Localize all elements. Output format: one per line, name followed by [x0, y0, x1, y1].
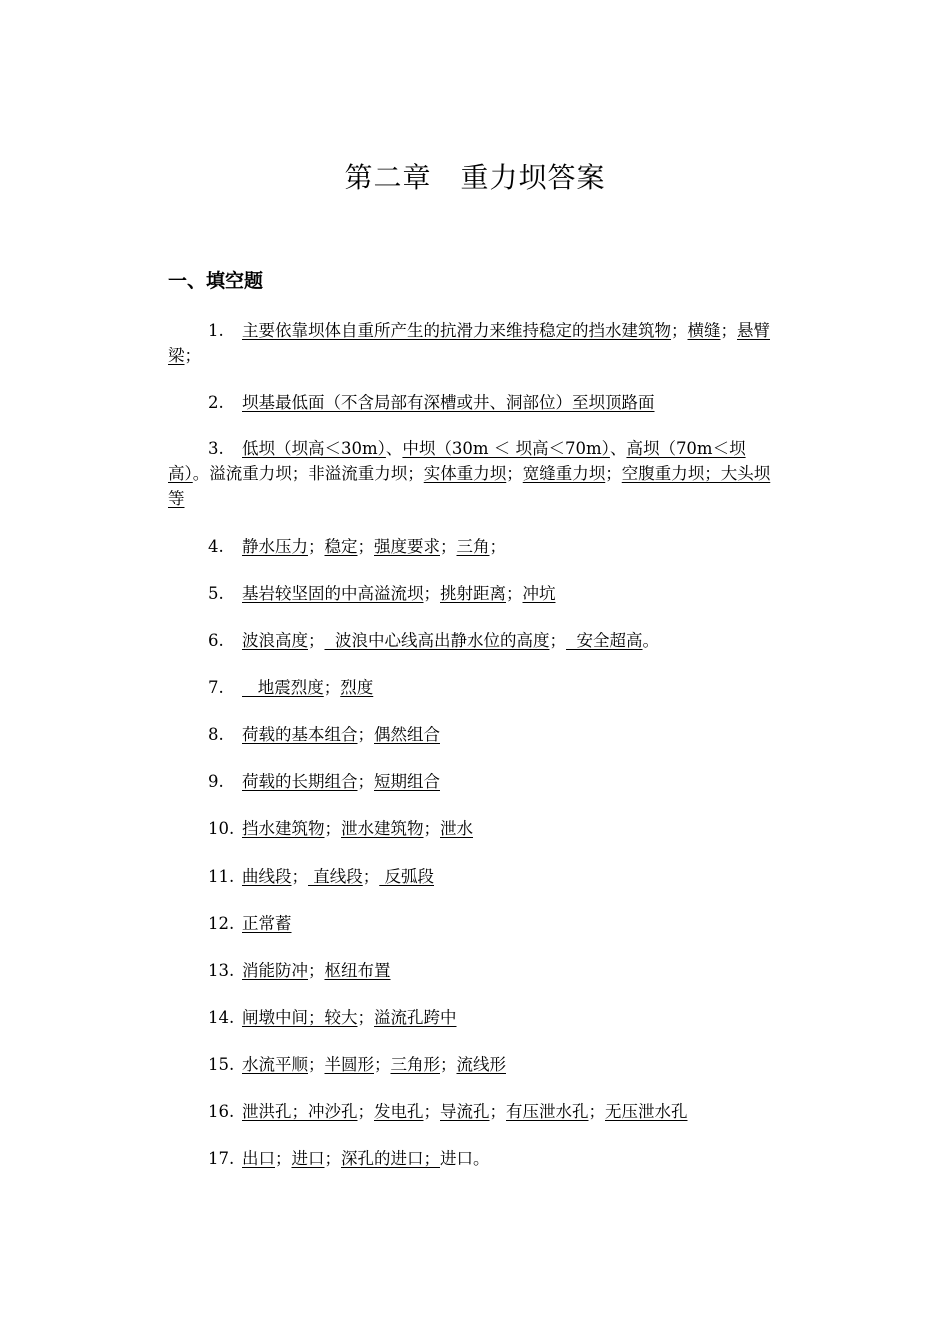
item-number: 14. — [208, 1008, 235, 1027]
answer-separator: ； — [308, 631, 325, 650]
item-number: 17. — [208, 1149, 235, 1168]
item-number: 6. — [208, 631, 224, 650]
answer-separator: ； — [588, 1102, 605, 1121]
answer-blank: 地震烈度 — [242, 678, 324, 697]
answer-blank: 中坝（30m ＜ 坝高＜70m） — [402, 439, 610, 458]
answer-separator: ； — [308, 537, 325, 556]
answer-blank: 主要依靠坝体自重所产生的抗滑力来维持稳定的挡水建筑物 — [242, 321, 671, 340]
answer-separator: ； — [423, 584, 440, 603]
answer-separator: ； — [323, 678, 341, 697]
answer-blank: 强度要求 — [374, 537, 440, 556]
answer-blank: 直线段 — [308, 867, 363, 886]
answer-separator: ； — [362, 867, 380, 886]
answer-blank: 发电孔 — [374, 1102, 424, 1121]
answer-blank: 闸墩中间；较大 — [242, 1008, 358, 1027]
answer-separator: ； — [549, 631, 566, 650]
answer-separator: ； — [506, 464, 523, 483]
answer-separator: ； — [357, 1102, 374, 1121]
answer-blank: 正常蓄 — [242, 914, 292, 933]
item-number: 15. — [208, 1055, 235, 1074]
answer-separator: ； — [357, 772, 374, 791]
answer-blank: 静水压力 — [242, 537, 308, 556]
answer-separator: ； — [357, 1008, 374, 1027]
item-number: 16. — [208, 1102, 235, 1121]
answer-separator: ； — [357, 537, 374, 556]
answer-separator: ； — [440, 537, 457, 556]
answer-blank: 泄水 — [440, 819, 473, 838]
answer-blank: 冲坑 — [522, 584, 556, 603]
answer-blank: 基岩较坚固的中高溢流坝 — [242, 584, 424, 603]
item-number: 3. — [208, 439, 224, 458]
answer-blank: 深孔的进口； — [341, 1149, 440, 1168]
answer-blank: 出口 — [242, 1149, 275, 1168]
answer-item — [168, 534, 784, 559]
answer-blank: 安全超高 — [566, 631, 643, 650]
answer-item — [168, 628, 784, 653]
answer-separator: ； — [720, 321, 737, 340]
answer-blank: 荷载的长期组合 — [242, 772, 358, 791]
item-number: 7. — [208, 678, 224, 697]
answer-separator: 、 — [385, 439, 403, 458]
answer-item — [168, 722, 784, 747]
answer-blank: 实体重力坝 — [423, 464, 507, 483]
answer-separator: ； — [275, 1149, 292, 1168]
answer-blank: 坝基最低面（不含局部有深槽或井、洞部位）至坝顶路面 — [242, 393, 655, 412]
answer-separator: ； — [605, 464, 622, 483]
answer-separator: ； — [324, 1149, 341, 1168]
answer-blank: 波浪中心线高出静水位的高度 — [324, 631, 550, 650]
answer-separator: ； — [489, 1102, 506, 1121]
answer-blank: 稳定 — [324, 537, 358, 556]
answer-item — [168, 318, 784, 368]
answer-blank: 泄水建筑物 — [341, 819, 424, 838]
answer-item — [168, 1005, 784, 1030]
answer-separator: ； — [489, 537, 506, 556]
answer-separator: ； — [291, 867, 308, 886]
answer-blank: 宽缝重力坝 — [522, 464, 606, 483]
answer-separator: 进口。 — [440, 1149, 490, 1168]
answer-blank: 偶然组合 — [374, 725, 440, 744]
answer-item — [168, 1146, 784, 1171]
answer-separator: ； — [423, 1102, 440, 1121]
item-number: 9. — [208, 772, 224, 791]
answer-item — [168, 1052, 784, 1077]
answer-item — [168, 958, 784, 983]
answer-separator: ； — [308, 1055, 325, 1074]
answer-item — [168, 675, 784, 700]
answer-item — [168, 816, 784, 841]
answer-blank: 溢流孔跨中 — [374, 1008, 457, 1027]
answer-separator: ； — [308, 961, 325, 980]
answer-blank: 三角 — [456, 537, 490, 556]
answer-blank: 泄洪孔；冲沙孔 — [242, 1102, 358, 1121]
answer-item — [168, 1099, 784, 1124]
answer-blank: 高坝（70m＜坝高） — [168, 439, 746, 483]
answer-item — [168, 581, 784, 606]
answer-item — [168, 911, 784, 936]
item-number: 11. — [208, 867, 235, 886]
answer-blank: 曲线段 — [242, 867, 292, 886]
answer-blank: 短期组合 — [374, 772, 440, 791]
item-number: 8. — [208, 725, 224, 744]
answer-separator: 。 — [642, 631, 659, 650]
answer-item — [168, 864, 784, 889]
answer-item — [168, 436, 784, 511]
chapter-title: 第二章 重力坝答案 — [344, 161, 606, 194]
answer-blank: 反弧段 — [379, 867, 434, 886]
answer-blank: 悬臂梁 — [168, 321, 770, 365]
answer-blank: 流线形 — [456, 1055, 506, 1074]
answer-blank: 挡水建筑物 — [242, 819, 325, 838]
item-number: 10. — [208, 819, 235, 838]
answer-separator: ； — [374, 1055, 391, 1074]
section-heading: 一、填空题 — [168, 270, 264, 292]
answer-separator: 、 — [609, 439, 627, 458]
item-number: 2. — [208, 393, 224, 412]
answer-blank: 有压泄水孔 — [506, 1102, 589, 1121]
answer-blank: 半圆形 — [324, 1055, 374, 1074]
answer-separator: ； — [506, 584, 523, 603]
answer-item — [168, 769, 784, 794]
answer-blank: 枢纽布置 — [324, 961, 391, 980]
item-number: 13. — [208, 961, 235, 980]
answer-blank: 低坝（坝高＜30m） — [242, 439, 386, 458]
item-number: 5. — [208, 584, 224, 603]
item-number: 4. — [208, 537, 224, 556]
answer-blank: 荷载的基本组合 — [242, 725, 358, 744]
answer-blank: 挑射距离 — [440, 584, 506, 603]
answer-blank: 无压泄水孔 — [605, 1102, 688, 1121]
answer-separator: ； — [423, 819, 440, 838]
answer-blank: 空腹重力坝；大头坝等 — [168, 464, 771, 508]
answer-separator: ； — [357, 725, 374, 744]
answer-blank: 导流孔 — [440, 1102, 490, 1121]
answer-blank: 横缝 — [687, 321, 721, 340]
answer-blank: 消能防冲 — [242, 961, 308, 980]
answer-separator: ； — [324, 819, 341, 838]
item-number: 1. — [208, 321, 224, 340]
answer-blank: 波浪高度 — [242, 631, 308, 650]
answer-item — [168, 390, 784, 415]
answer-blank: 三角形 — [390, 1055, 440, 1074]
item-number: 12. — [208, 914, 235, 933]
answer-separator: 。溢流重力坝；非溢流重力坝； — [192, 464, 424, 483]
answer-blank: 水流平顺 — [242, 1055, 308, 1074]
answer-separator: ； — [671, 321, 688, 340]
answer-blank: 烈度 — [340, 678, 374, 697]
answer-separator: ； — [440, 1055, 457, 1074]
answer-blank: 进口 — [291, 1149, 325, 1168]
answer-separator: ； — [184, 346, 201, 365]
